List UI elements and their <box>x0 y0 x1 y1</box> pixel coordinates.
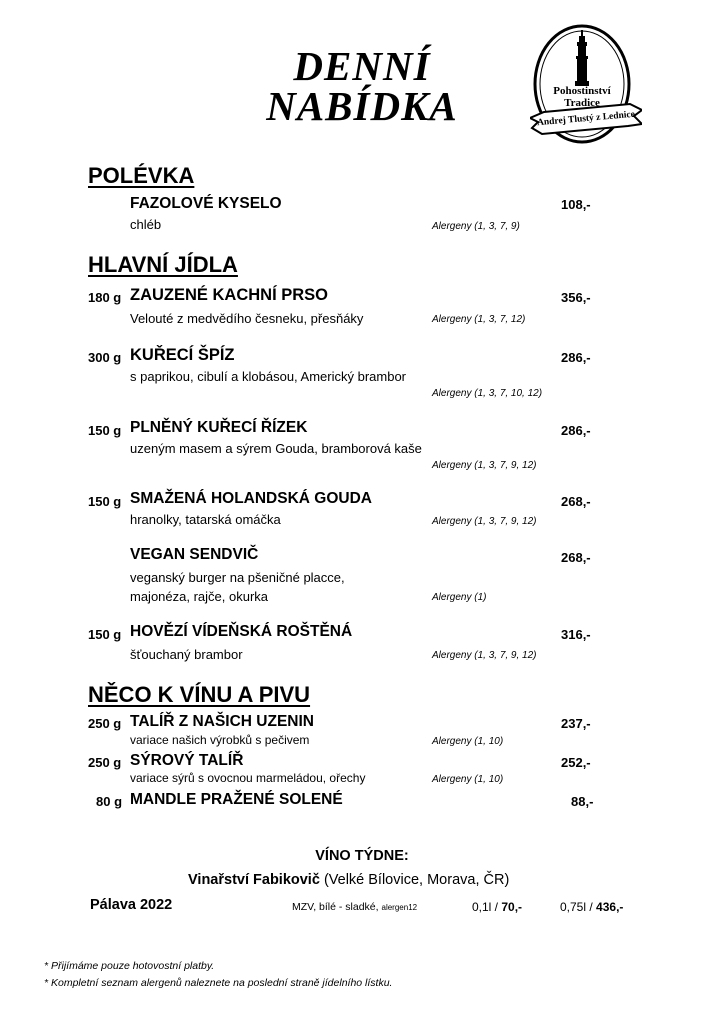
footnote-allergens: * Kompletní seznam alergenů naleznete na poslední straně jídelního lístku. <box>44 977 393 989</box>
wine-origin: (Velké Bílovice, Morava, ČR) <box>323 872 510 888</box>
wine-small-glass <box>472 900 522 914</box>
logo-line1: Pohostinství <box>553 85 611 97</box>
item-price: 268,- <box>561 494 591 509</box>
restaurant-logo <box>530 22 642 156</box>
item-allergens: Alergeny (1, 10) <box>432 774 504 785</box>
wine-winery: Vinařství Fabikovič <box>188 872 320 888</box>
wine-producer-line <box>188 872 509 888</box>
item-allergens: Alergeny (1, 3, 7, 12) <box>432 314 526 325</box>
item-description: variace sýrů s ovocnou marmeládou, ořechy <box>130 771 366 785</box>
item-name: TALÍŘ Z NAŠICH UZENIN <box>130 713 314 730</box>
footnote-payment: * Přijímáme pouze hotovostní platby. <box>44 960 215 972</box>
item-price: 356,- <box>561 290 591 305</box>
wine-name: Pálava 2022 <box>90 897 173 913</box>
wine-spec: MZV, bílé - sladké, <box>292 901 379 913</box>
item-price: 316,- <box>561 627 591 642</box>
item-weight: 150 g <box>88 423 122 438</box>
item-price: 252,- <box>561 755 591 770</box>
wine-heading: VÍNO TÝDNE: <box>315 848 409 864</box>
wine-large-volume: 0,75l / <box>560 900 593 914</box>
section-title-snacks: NĚCO K VÍNU A PIVU <box>88 682 311 707</box>
item-name: SÝROVÝ TALÍŘ <box>130 752 244 769</box>
item-description: veganský burger na pšeničné placce, <box>130 570 345 585</box>
item-weight: 180 g <box>88 290 122 305</box>
item-allergens: Alergeny (1, 3, 7, 9, 12) <box>432 460 537 471</box>
item-description: šťouchaný brambor <box>130 647 243 662</box>
item-description: hranolky, tatarská omáčka <box>130 512 281 527</box>
item-price: 108,- <box>561 197 591 212</box>
item-weight: 150 g <box>88 627 122 642</box>
item-description: variace našich výrobků s pečivem <box>130 733 310 747</box>
item-weight: 150 g <box>88 494 122 509</box>
menu-title-line1: DENNÍ <box>293 43 431 89</box>
item-allergens: Alergeny (1, 3, 7, 9, 12) <box>432 516 537 527</box>
item-name: HOVĚZÍ VÍDEŇSKÁ ROŠTĚNÁ <box>130 623 353 640</box>
wine-large-price: 436,- <box>596 900 624 914</box>
logo-line2: Tradice <box>564 97 600 109</box>
item-weight: 80 g <box>96 794 123 809</box>
item-price: 88,- <box>571 794 594 809</box>
item-name: MANDLE PRAŽENÉ SOLENÉ <box>130 791 343 808</box>
item-name: ZAUZENÉ KACHNÍ PRSO <box>130 286 329 304</box>
item-description: chléb <box>130 217 162 232</box>
item-name: FAZOLOVÉ KYSELO <box>130 195 282 212</box>
item-price: 237,- <box>561 716 591 731</box>
item-allergens: Alergeny (1, 3, 7, 9, 12) <box>432 650 537 661</box>
item-allergens: Alergeny (1, 3, 7, 10, 12) <box>432 388 543 399</box>
wine-allergen: alergen12 <box>381 903 418 912</box>
wine-bottle <box>560 900 623 914</box>
item-allergens: Alergeny (1) <box>432 592 487 603</box>
item-weight: 250 g <box>88 755 122 770</box>
item-description: Velouté z medvědího česneku, přesňáky <box>130 311 364 326</box>
item-price: 286,- <box>561 423 591 438</box>
item-price: 286,- <box>561 350 591 365</box>
item-name: SMAŽENÁ HOLANDSKÁ GOUDA <box>130 490 372 507</box>
item-description-line2: majonéza, rajče, okurka <box>130 589 269 604</box>
item-allergens: Alergeny (1, 3, 7, 9) <box>432 221 520 232</box>
section-title-soup: POLÉVKA <box>88 163 195 188</box>
wine-small-volume: 0,1l / <box>472 900 499 914</box>
menu-title-line2: NABÍDKA <box>266 83 458 129</box>
section-title-mains: HLAVNÍ JÍDLA <box>88 252 238 277</box>
item-description: s paprikou, cibulí a klobásou, Americký brambor <box>130 369 407 384</box>
logo-ribbon-text: Andrej Tlustý z Lednice <box>536 109 636 129</box>
item-name: KUŘECÍ ŠPÍZ <box>130 346 235 364</box>
item-weight: 300 g <box>88 350 122 365</box>
wine-small-price: 70,- <box>501 900 523 914</box>
wine-spec-line <box>292 901 417 913</box>
item-name: PLNĚNÝ KUŘECÍ ŘÍZEK <box>130 419 308 436</box>
item-weight: 250 g <box>88 716 122 731</box>
item-description: uzeným masem a sýrem Gouda, bramborová kaše <box>130 441 422 456</box>
item-price: 268,- <box>561 550 591 565</box>
item-name: VEGAN SENDVIČ <box>130 546 259 563</box>
item-allergens: Alergeny (1, 10) <box>432 736 504 747</box>
